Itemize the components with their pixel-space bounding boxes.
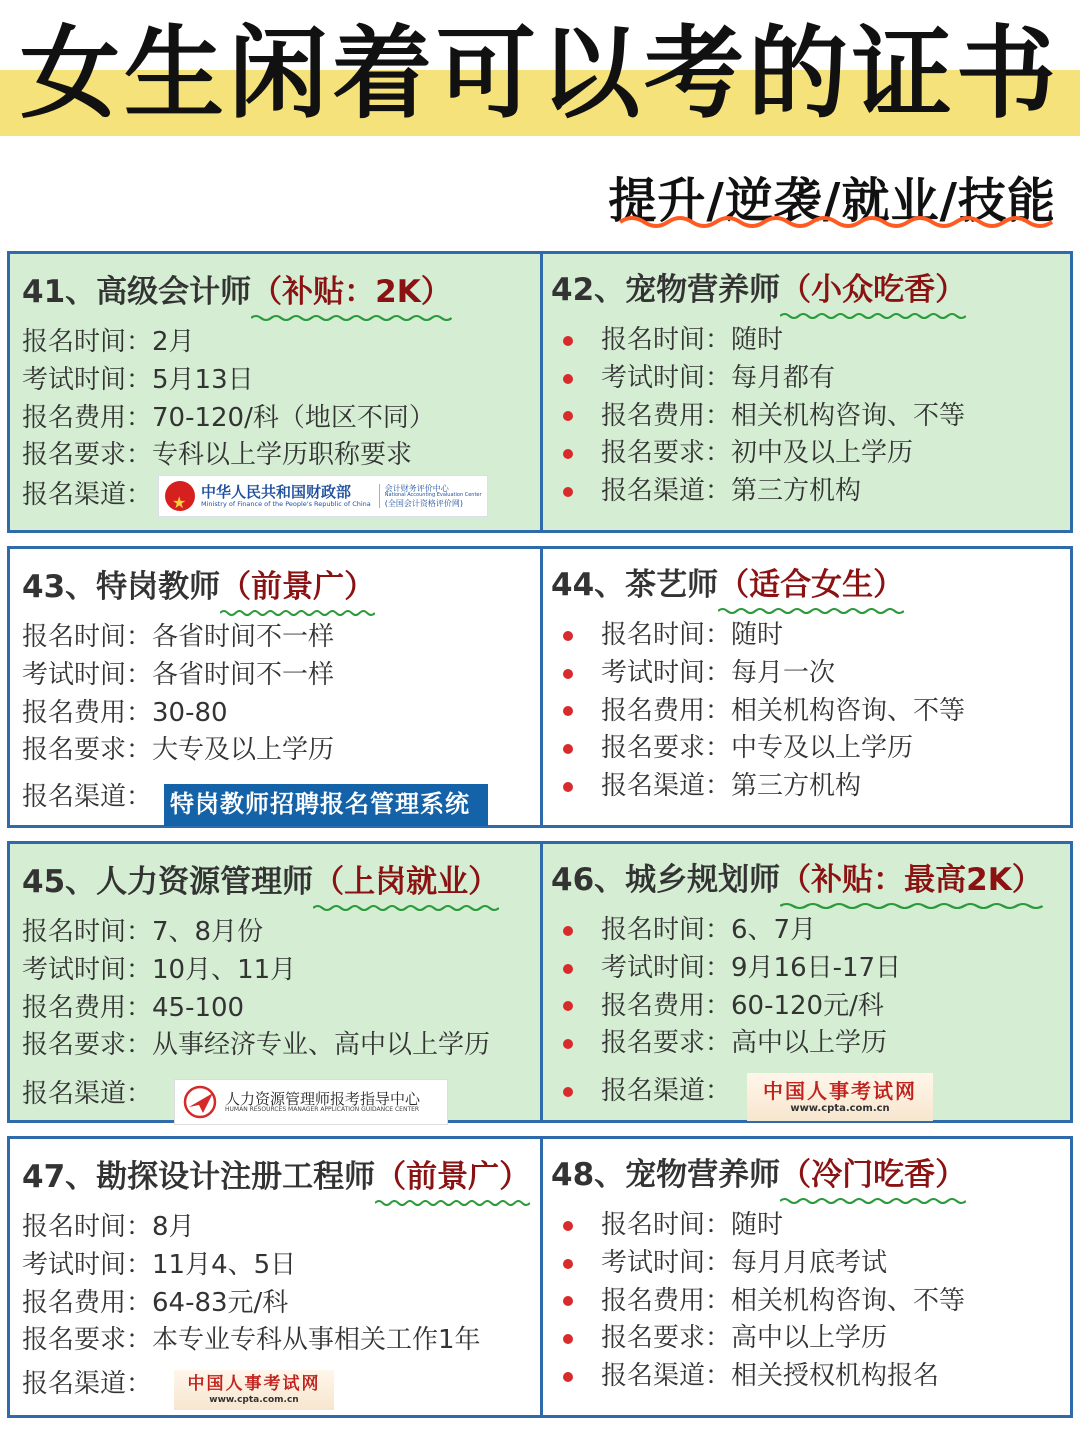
paper-plane-icon — [183, 1085, 217, 1119]
card-tag: （前景广） — [220, 565, 375, 609]
bullet-dot-icon — [563, 1221, 573, 1231]
bullet-line: 考试时间：每月一次 — [551, 655, 1070, 693]
bullet-dot-icon — [563, 374, 573, 384]
bullet-dot-icon — [563, 964, 573, 974]
info-line: 报名费用：45-100 — [22, 992, 245, 1023]
info-line: 报名要求：大专及以上学历 — [22, 735, 335, 766]
card-tag: （补贴：2K） — [251, 270, 452, 314]
info-line-channel: 报名渠道： ★ 中华人民共和国财政部 Ministry of Finance of the People's Republic of China 会计财务评价中心 National Accounting Evaluation Center (全国会计资格评价网) — [22, 475, 540, 517]
bullet-line: 报名费用：相关机构咨询、不等 — [551, 693, 1070, 731]
bullet-line: 报名要求：高中以上学历 — [551, 1320, 1070, 1358]
card-tag: （补贴：最高2K） — [780, 858, 1043, 902]
bullet-dot-icon — [563, 1087, 573, 1097]
card-row-3 — [7, 841, 1073, 1123]
card-row-4 — [7, 1136, 1073, 1418]
card-title: 47、勘探设计注册工程师（前景广） — [22, 1155, 540, 1199]
info-line: 报名要求：从事经济专业、高中以上学历 — [22, 1030, 491, 1061]
bullet-line: 报名费用：60-120元/科 — [551, 988, 1070, 1026]
page-title: 女生闲着可以考的证书 — [20, 15, 1060, 132]
card-43 — [10, 549, 543, 825]
card-row-1 — [7, 251, 1073, 533]
card-title: 44、茶艺师（适合女生） — [551, 563, 1070, 607]
bullet-line: 报名时间：6、7月 — [551, 912, 1070, 950]
card-title: 48、宠物营养师（冷门吃香） — [551, 1153, 1070, 1197]
card-title: 43、特岗教师（前景广） — [22, 565, 540, 609]
info-line: 考试时间：各省时间不一样 — [22, 659, 335, 690]
bullet-dot-icon — [563, 1001, 573, 1011]
bullet-dot-icon — [563, 1039, 573, 1049]
bullet-dot-icon — [563, 336, 573, 346]
card-47 — [10, 1139, 543, 1415]
info-line: 考试时间：10月、11月 — [22, 954, 297, 985]
info-line: 报名时间：2月 — [22, 327, 195, 357]
bullet-dot-icon — [563, 631, 573, 641]
bullet-line: 报名要求：初中及以上学历 — [551, 435, 1070, 473]
card-tag: （上岗就业） — [313, 860, 499, 904]
mof-logo[interactable]: ★ 中华人民共和国财政部 Ministry of Finance of the People's Republic of China 会计财务评价中心 National Accounting Evaluation Center (全国会计资格评价网) — [158, 475, 488, 517]
card-46 — [543, 844, 1070, 1120]
bullet-line: 考试时间：每月月底考试 — [551, 1245, 1070, 1283]
bullet-dot-icon — [563, 1259, 573, 1269]
bullet-dot-icon — [563, 1296, 573, 1306]
info-line: 报名时间：8月 — [22, 1212, 195, 1242]
bullet-dot-icon — [563, 669, 573, 679]
card-41 — [10, 254, 543, 530]
hr-guidance-center-logo[interactable]: 人力资源管理师报考指导中心 HUMAN RESOURCES MANAGER APPLICATION GUIDANCE CENTER — [174, 1079, 448, 1125]
national-emblem-icon — [165, 481, 195, 511]
cpta-logo[interactable]: 中国人事考试网 www.cpta.com.cn — [174, 1370, 334, 1410]
tgjs-system-link[interactable]: 特岗教师招聘报名管理系统 — [164, 784, 488, 826]
bullet-dot-icon — [563, 487, 573, 497]
bullet-line-channel: 报名渠道： 中国人事考试网 www.cpta.com.cn — [551, 1063, 1070, 1121]
bullet-dot-icon — [563, 926, 573, 936]
bullet-dot-icon — [563, 782, 573, 792]
bullet-line: 报名费用：相关机构咨询、不等 — [551, 398, 1070, 436]
bullet-line: 报名渠道：相关授权机构报名 — [551, 1358, 1070, 1396]
bullet-line: 报名时间：随时 — [551, 322, 1070, 360]
info-line: 报名要求：专科以上学历职称要求 — [22, 440, 413, 471]
info-line: 报名费用：30-80 — [22, 697, 228, 728]
card-tag: （适合女生） — [718, 563, 904, 607]
bullet-dot-icon — [563, 1372, 573, 1382]
card-row-2 — [7, 546, 1073, 828]
info-line: 报名费用：64-83元/科 — [22, 1287, 289, 1318]
card-48 — [543, 1139, 1070, 1415]
card-tag: （冷门吃香） — [780, 1153, 966, 1197]
card-title: 41、高级会计师（补贴：2K） — [22, 270, 540, 314]
bullet-line: 报名要求：高中以上学历 — [551, 1025, 1070, 1063]
info-line-channel: 报名渠道： 特岗教师招聘报名管理系统 — [22, 770, 540, 826]
bullet-dot-icon — [563, 706, 573, 716]
info-line: 报名要求：本专业专科从事相关工作1年 — [22, 1325, 481, 1356]
bullet-line: 考试时间：每月都有 — [551, 360, 1070, 398]
card-45 — [10, 844, 543, 1120]
bullet-dot-icon — [563, 744, 573, 754]
subtitle-wave-underline — [618, 214, 1058, 230]
bullet-line: 报名渠道：第三方机构 — [551, 473, 1070, 511]
card-title: 45、人力资源管理师（上岗就业） — [22, 860, 540, 904]
card-title: 42、宠物营养师（小众吃香） — [551, 268, 1070, 312]
bullet-dot-icon — [563, 411, 573, 421]
card-42 — [543, 254, 1070, 530]
bullet-dot-icon — [563, 449, 573, 459]
card-tag: （前景广） — [375, 1155, 530, 1199]
bullet-line: 报名时间：随时 — [551, 617, 1070, 655]
card-tag: （小众吃香） — [780, 268, 966, 312]
cpta-logo[interactable]: 中国人事考试网 www.cpta.com.cn — [747, 1073, 933, 1121]
bullet-line: 报名费用：相关机构咨询、不等 — [551, 1283, 1070, 1321]
card-44 — [543, 549, 1070, 825]
bullet-line: 报名渠道：第三方机构 — [551, 768, 1070, 806]
info-line-channel: 报名渠道： 人力资源管理师报考指导中心 HUMAN RESOURCES MANAGER APPLICATION GUIDANCE CENTER — [22, 1065, 540, 1125]
info-line: 报名费用：70-120/科（地区不同） — [22, 402, 435, 433]
info-line: 考试时间：11月4、5日 — [22, 1249, 297, 1280]
info-line: 报名时间：各省时间不一样 — [22, 622, 335, 652]
info-line: 报名时间：7、8月份 — [22, 917, 264, 947]
bullet-line: 考试时间：9月16日-17日 — [551, 950, 1070, 988]
info-line-channel: 报名渠道： 中国人事考试网 www.cpta.com.cn — [22, 1360, 540, 1410]
bullet-dot-icon — [563, 1334, 573, 1344]
info-line: 考试时间：5月13日 — [22, 364, 254, 395]
page-subtitle: 提升/逆袭/就业/技能 — [608, 173, 1056, 229]
bullet-line: 报名时间：随时 — [551, 1207, 1070, 1245]
bullet-line: 报名要求：中专及以上学历 — [551, 730, 1070, 768]
card-title: 46、城乡规划师（补贴：最高2K） — [551, 858, 1070, 902]
